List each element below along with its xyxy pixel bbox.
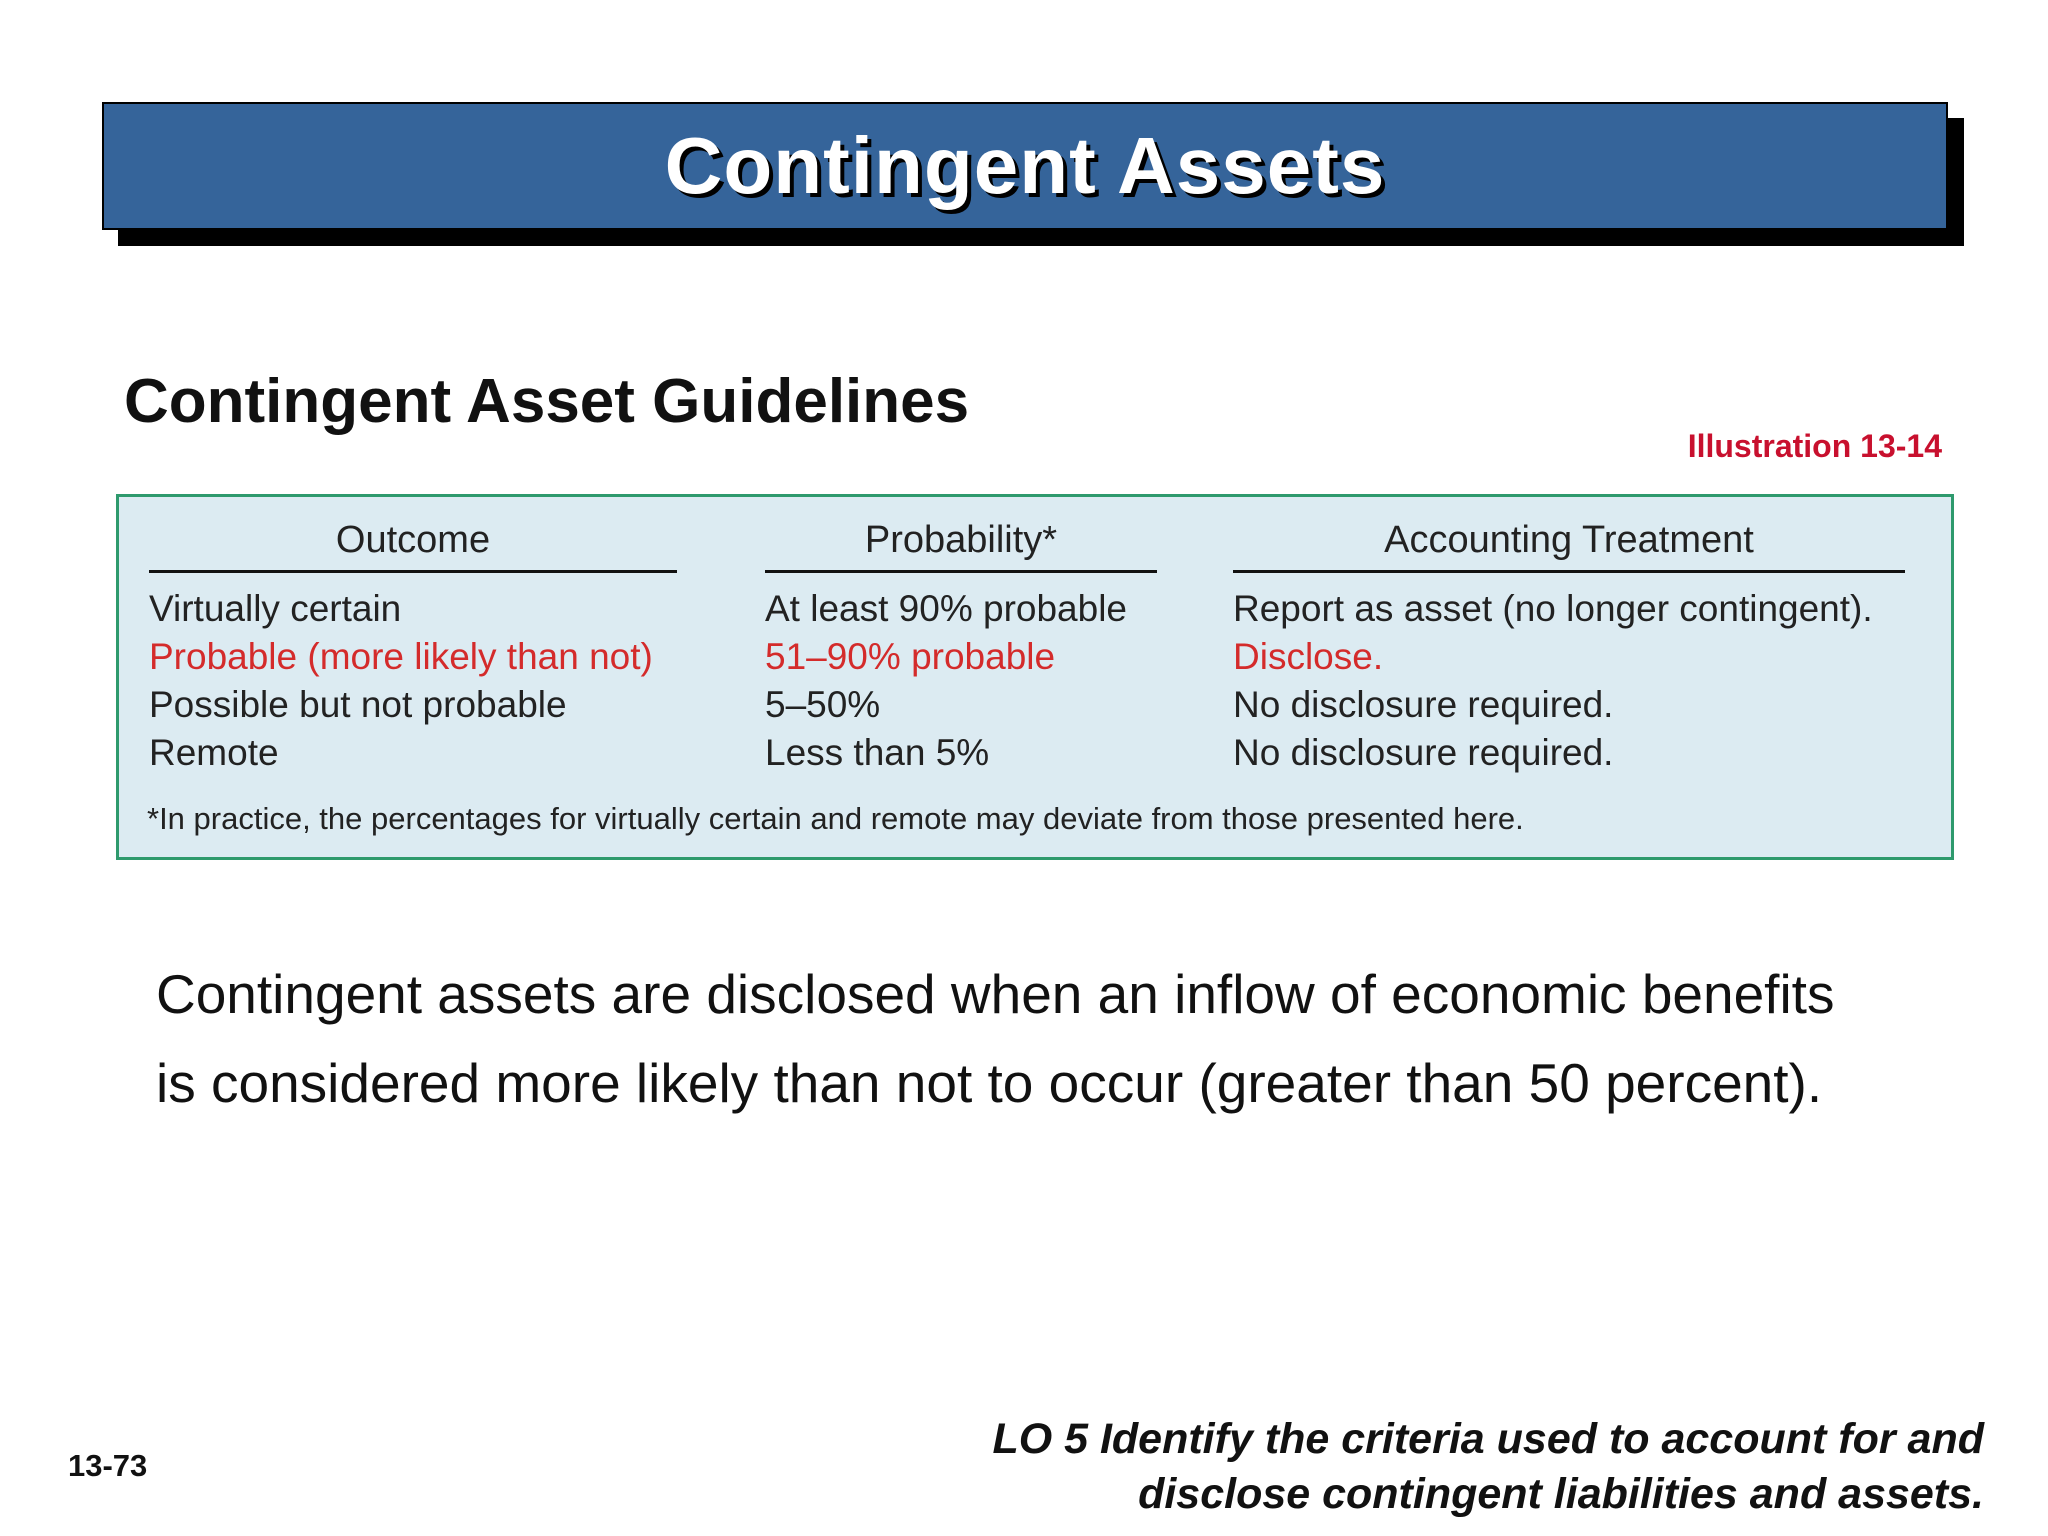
treatment-cell: Report as asset (no longer contingent). (1233, 588, 1873, 629)
outcome-cell: Virtually certain (149, 588, 402, 629)
section-heading: Contingent Asset Guidelines (124, 367, 970, 436)
guidelines-table (116, 494, 1954, 860)
illustration-label: Illustration 13-14 (1687, 428, 1942, 464)
probability-header: Probability* (765, 519, 1157, 573)
page-number: 13-73 (68, 1448, 148, 1483)
table-footnote: *In practice, the percentages for virtually certain and remote may deviate from those presented here. (147, 801, 1524, 836)
learning-objective (992, 1412, 1984, 1522)
probability-cell: Less than 5% (765, 732, 990, 773)
probability-cell: 5–50% (765, 684, 881, 725)
treatment-cell: No disclosure required. (1233, 684, 1614, 725)
outcome-cell-highlighted: Probable (more likely than not) (149, 636, 653, 677)
treatment-header: Accounting Treatment (1233, 519, 1905, 573)
treatment-cell: No disclosure required. (1233, 732, 1614, 773)
outcome-column (149, 519, 677, 777)
outcome-cell: Possible but not probable (149, 684, 567, 725)
title-banner (102, 102, 1948, 230)
learning-objective-line-2: disclose contingent liabilities and assets. (1138, 1470, 1984, 1518)
probability-column (765, 519, 1157, 777)
treatment-column (1233, 519, 1905, 777)
slide-title: Contingent Assets (664, 121, 1386, 210)
outcome-header: Outcome (149, 519, 677, 573)
learning-objective-line-1: LO 5 Identify the criteria used to account for and (992, 1415, 1984, 1463)
body-paragraph: Contingent assets are disclosed when an inflow of economic benefits is considered more likely than not to occur (greater than 50 percent). (156, 963, 1835, 1114)
probability-cell-highlighted: 51–90% probable (765, 636, 1056, 677)
treatment-cell-highlighted: Disclose. (1233, 636, 1384, 677)
probability-cell: At least 90% probable (765, 588, 1128, 629)
outcome-cell: Remote (149, 732, 279, 773)
